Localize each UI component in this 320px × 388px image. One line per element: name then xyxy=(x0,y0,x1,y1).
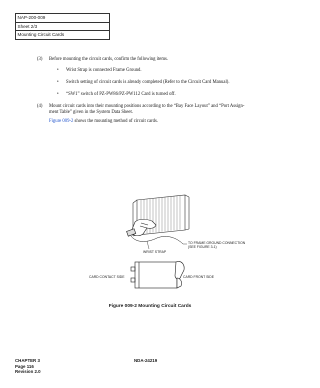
step4-line2: ment Table” given in the System Data Sheet. xyxy=(49,110,133,115)
card-front-label: CARD FRONT SIDE xyxy=(183,275,215,279)
bullet-icon: • xyxy=(57,80,59,85)
bullet-3: “SW1” switch of PZ-PW86/PZ-PW112 Card is turned off. xyxy=(66,92,176,97)
footer-revision: Revision 2.0 xyxy=(15,369,41,375)
figure-reference-line xyxy=(49,119,158,125)
footer-chapter: CHAPTER 3 xyxy=(15,358,40,363)
wrist-strap-leader xyxy=(147,241,149,249)
mounting-illustration xyxy=(77,192,246,292)
step4-line1: Mount circuit cards into their mounting positions according to the “Bay Face Layout” and “Port Assign- xyxy=(49,104,245,109)
doc-id: NAP-200-009 xyxy=(16,14,109,23)
step3-text: Before mounting the circuit cards, confirm the following items. xyxy=(49,57,168,62)
figure-link[interactable]: Figure 009-2 xyxy=(49,119,74,124)
frame-ground-label: TO FRAME GROUND CONNECTION xyxy=(188,241,246,245)
footer-page: Page 116 xyxy=(15,363,34,369)
footer-doc-number: NDA-24219 xyxy=(134,358,158,363)
wrist-strap-label: WRIST STRAP xyxy=(143,250,167,254)
bullet-icon: • xyxy=(57,68,59,73)
bullet-2: Switch setting of circuit cards is already completed (Refer to the Circuit Card Manual). xyxy=(66,80,230,85)
section-title: Mounting Circuit Cards xyxy=(17,32,65,38)
figure-ref-text: shows the mounting method of circuit cards. xyxy=(73,119,158,124)
step3-number: (3) xyxy=(37,57,43,62)
circuit-card-drawing xyxy=(131,262,177,288)
see-figure-label: (SEE FIGURE 3-1) xyxy=(188,245,217,249)
bullet-icon: • xyxy=(57,92,59,97)
footer-left xyxy=(15,358,41,375)
mounting-figure xyxy=(77,192,246,292)
card-contact-label: CARD CONTACT SIDE xyxy=(89,275,125,279)
figure-caption: Figure 009-2 Mounting Circuit Cards xyxy=(108,304,192,309)
wrist-strap-cord xyxy=(131,236,183,244)
step4-number: (4) xyxy=(37,104,43,109)
bullet-1: Wrist Strap is connected Frame Ground. xyxy=(66,68,142,73)
sheet-number: Sheet 2/3 xyxy=(16,23,109,32)
